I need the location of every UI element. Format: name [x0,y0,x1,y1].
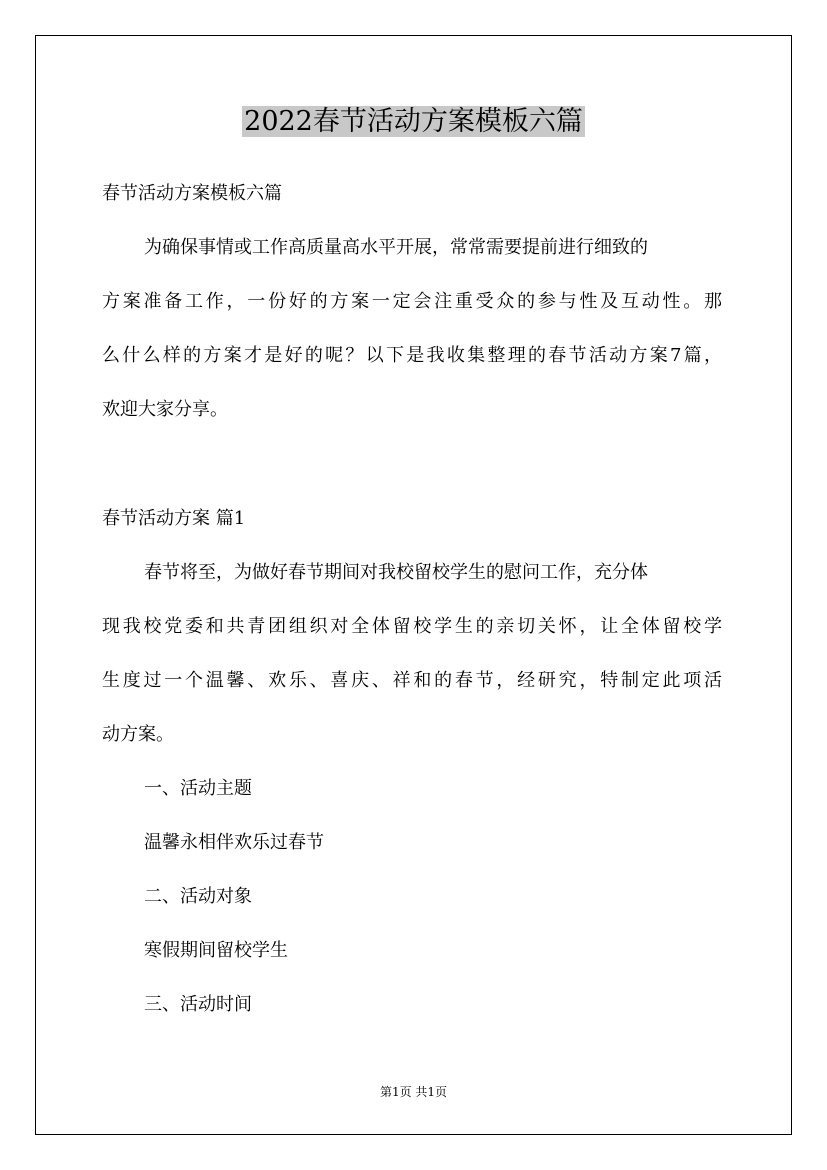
intro-line-1: 为确保事情或工作高质量高水平开展，常常需要提前进行细致的 [144,237,648,258]
section-line-4: 动方案。 [102,724,174,745]
document-title [0,102,827,142]
page-footer: 第1页 共1页 [379,1085,448,1099]
section-line-1: 春节将至，为做好春节期间对我校留校学生的慰问工作，充分体 [144,562,648,583]
intro-line-3: 么什么样的方案才是好的呢？以下是我收集整理的春节活动方案7篇， [102,345,722,366]
section-line-2: 现我校党委和共青团组织对全体留校学生的亲切关怀，让全体留校学 [102,616,722,637]
item-heading-time: 三、活动时间 [144,994,252,1015]
item-target-value: 寒假期间留校学生 [144,940,288,961]
document-subtitle: 春节活动方案模板六篇 [102,183,282,204]
intro-line-4: 欢迎大家分享。 [102,399,228,420]
section-heading: 春节活动方案 篇1 [102,508,246,529]
document-title-text: 2022春节活动方案模板六篇 [244,106,583,137]
section-line-3: 生度过一个温馨、欢乐、喜庆、祥和的春节，经研究，特制定此项活 [102,670,722,691]
intro-line-2: 方案准备工作，一份好的方案一定会注重受众的参与性及互动性。那 [102,291,722,312]
item-heading-target: 二、活动对象 [144,886,252,907]
item-theme-value: 温馨永相伴欢乐过春节 [144,832,324,853]
item-heading-theme: 一、活动主题 [144,778,252,799]
